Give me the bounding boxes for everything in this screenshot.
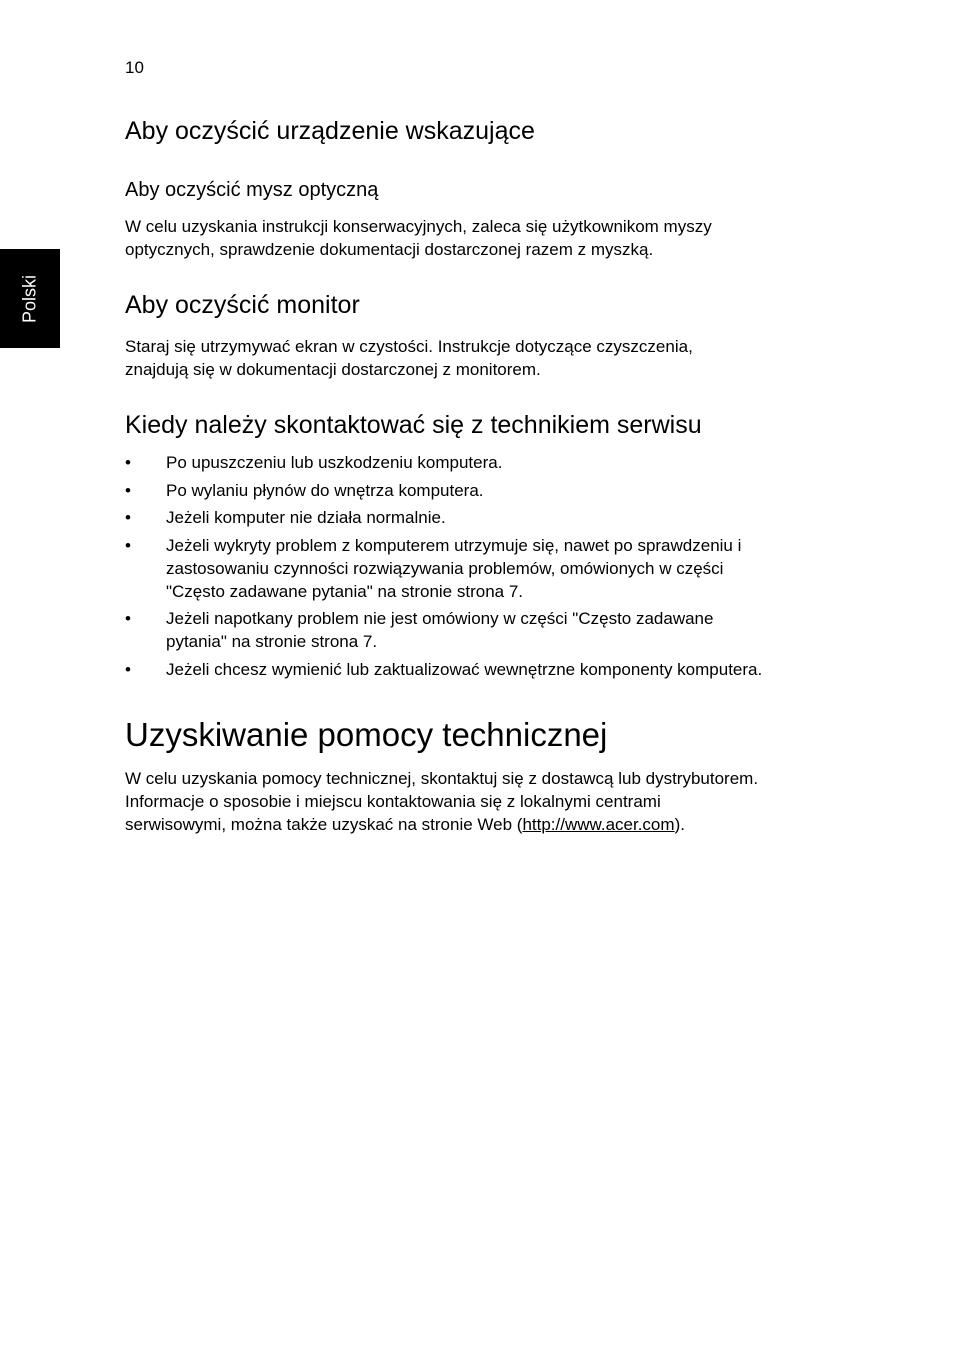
page-number: 10 xyxy=(125,58,144,77)
list-item xyxy=(125,451,825,474)
paragraph-monitor xyxy=(125,335,825,381)
bullet-marker: • xyxy=(125,609,131,628)
section-heading-contact-service: Kiedy należy skontaktować się z technikiem serwisu xyxy=(125,411,702,439)
list-item xyxy=(125,658,825,681)
paragraph-optical-mouse xyxy=(125,215,825,261)
section-heading-monitor: Aby oczyścić monitor xyxy=(125,291,360,319)
bullet-marker: • xyxy=(125,480,131,500)
list-item-line: Po upuszczeniu lub uszkodzeniu komputera. xyxy=(166,453,503,472)
list-item xyxy=(125,534,825,603)
paragraph-line: znajdują się w dokumentacji dostarczonej z monitorem. xyxy=(125,360,541,379)
paragraph-line: W celu uzyskania instrukcji konserwacyjnych, zaleca się użytkownikom myszy xyxy=(125,217,712,236)
language-tab-label: Polski xyxy=(19,274,40,324)
list-item-line: "Często zadawane pytania" na stronie strona 7. xyxy=(166,581,523,601)
paragraph-line: optycznych, sprawdzenie dokumentacji dostarczonej razem z myszką. xyxy=(125,240,654,259)
language-tab xyxy=(0,249,60,348)
service-conditions-list xyxy=(125,451,825,685)
link-prefix-text: serwisowymi, można także uzyskać na stronie Web ( xyxy=(125,815,523,834)
paragraph-line: Staraj się utrzymywać ekran w czystości. Instrukcje dotyczące czyszczenia, xyxy=(125,337,693,356)
subheading-optical-mouse: Aby oczyścić mysz optyczną xyxy=(125,179,379,201)
list-item-line: Jeżeli chcesz wymienić lub zaktualizować wewnętrzne komponenty komputera. xyxy=(166,659,763,679)
list-item-line: Jeżeli napotkany problem nie jest omówiony w części "Często zadawane xyxy=(166,609,714,628)
paragraph-line: W celu uzyskania pomocy technicznej, skontaktuj się z dostawcą lub dystrybutorem. xyxy=(125,769,759,788)
list-item-line: Jeżeli wykryty problem z komputerem utrzymuje się, nawet po sprawdzeniu i xyxy=(166,535,742,555)
section-heading-pointing-device: Aby oczyścić urządzenie wskazujące xyxy=(125,117,535,145)
acer-website-link[interactable]: http://www.acer.com xyxy=(522,815,675,834)
bullet-marker: • xyxy=(125,659,131,679)
list-item-line: Po wylaniu płynów do wnętrza komputera. xyxy=(166,480,484,500)
bullet-marker: • xyxy=(125,453,131,472)
list-item xyxy=(125,479,825,502)
list-item xyxy=(125,607,825,653)
list-item-line: zastosowaniu czynności rozwiązywania problemów, omówionych w części xyxy=(166,558,724,578)
link-suffix-text: ). xyxy=(674,815,685,834)
bullet-marker: • xyxy=(125,508,131,527)
list-item-line: pytania" na stronie strona 7. xyxy=(166,632,378,651)
section-heading-technical-support: Uzyskiwanie pomocy technicznej xyxy=(125,716,608,753)
paragraph-line-with-link xyxy=(125,813,825,836)
bullet-marker: • xyxy=(125,535,131,555)
list-item xyxy=(125,506,825,529)
paragraph-line: Informacje o sposobie i miejscu kontaktowania się z lokalnymi centrami xyxy=(125,792,661,811)
list-item-line: Jeżeli komputer nie działa normalnie. xyxy=(166,508,446,527)
paragraph-technical-support xyxy=(125,767,825,836)
